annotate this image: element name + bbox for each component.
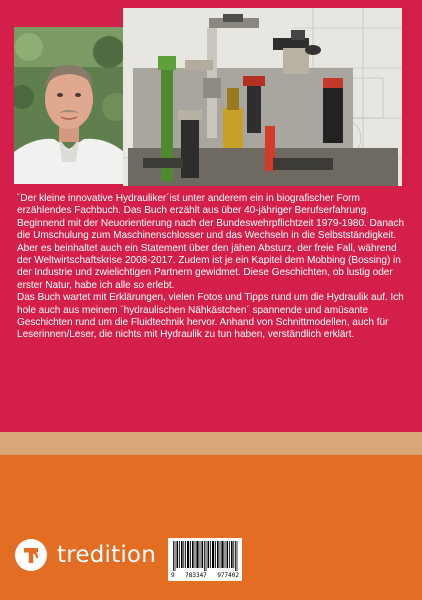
barcode-number xyxy=(171,572,239,579)
author-portrait-image xyxy=(14,27,124,184)
hydraulic-components-image xyxy=(123,8,402,186)
blurb-paragraph: Das Buch wartet mit Erklärungen, vielen Fotos und Tipps rund um die Hydraulik auf. Ich hole auch aus meinem ´hydraulischen Nähkästchen´ spannende und amüsante Geschichten rund um die Fluidtechnik hervor. Anhand von Schnittmodellen, auch für Leserinnen/Leser, die nichts mit Hydraulik zu tun haben, verständlich erklärt. xyxy=(17,292,404,341)
publisher-name: tredition xyxy=(57,542,156,568)
tredition-logo-icon xyxy=(15,539,47,571)
barcode-bars xyxy=(171,541,239,571)
barcode-digit-first: 9 xyxy=(171,572,175,579)
hydraulic-components-photo xyxy=(123,8,402,186)
blurb-paragraph: ´Der kleine innovative Hydrauliker´ist unter anderem ein in biografischer Form erzählendes Fachbuch. Das Buch erzählt aus über 40-jähriger Berufserfahrung. Beginnend mit der Neuorientierung nach der Bundeswehrpflichtzeit 1979-1980. Danach die Umschulung zum Maschinenschlosser und das Wechseln in die Selbstständigkeit. xyxy=(17,193,405,242)
barcode-digits-right: 977402 xyxy=(217,572,239,579)
publisher-imprint xyxy=(15,538,156,572)
blurb-paragraph: Aber es beinhaltet auch ein Statement über den jähen Absturz, der freie Fall, während der Weltwirtschaftskrise 2008-2017. Zudem ist je ein Kapitel dem Mobbing (Bossing) in der Industrie und zwielichtigen Partnern gewidmet. Diese Geschichten, ob lustig oder erster Natur, habe ich alle so erlebt. xyxy=(17,242,401,291)
back-cover-blurb xyxy=(17,193,409,342)
isbn-barcode xyxy=(168,538,242,581)
tredition-logo-glyph xyxy=(20,544,42,566)
barcode-digits-left: 783347 xyxy=(185,572,207,579)
tan-stripe xyxy=(0,432,422,455)
author-photo xyxy=(14,27,124,184)
